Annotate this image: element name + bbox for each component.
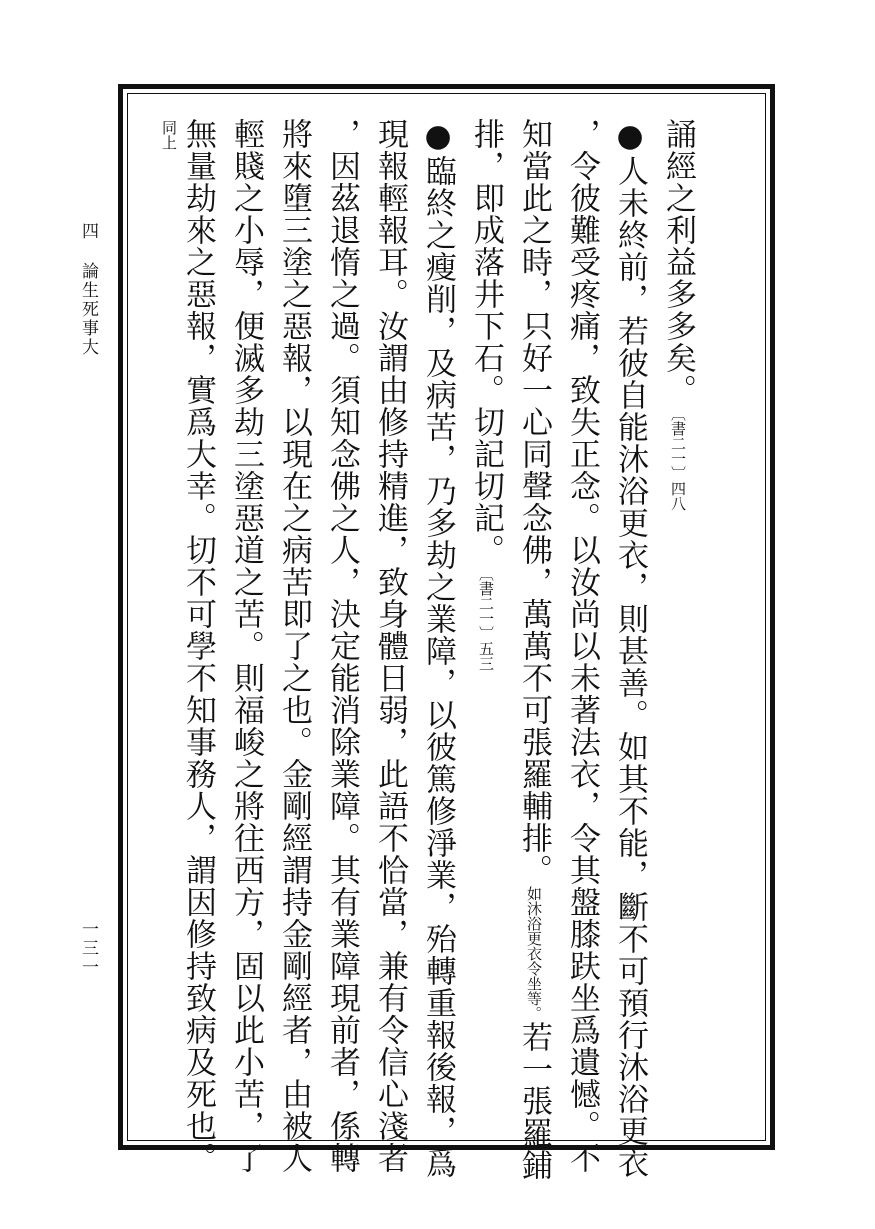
text-column-3 (564, 118, 600, 1174)
column-text: 知當此之時，只好一心同聲念佛，萬萬不可張羅輔排。 (516, 118, 552, 886)
page-number: 一三一 (78, 920, 98, 977)
text-column-11 (180, 118, 216, 1174)
column-text: ，因茲退惰之過。須知念佛之人，決定能消除業障。其有業障現前者，係轉 (324, 118, 360, 1174)
column-text: ●臨終之瘦削，及病苦，乃多劫之業障，以彼篤修淨業，殆轉重報後報，爲 (420, 118, 456, 1179)
text-column-10 (228, 118, 264, 1174)
text-column-8 (324, 118, 360, 1174)
annotation-note-line2: 令坐等。 (525, 961, 543, 1021)
column-text: ●人未終前，若彼自能沐浴更衣，則甚善。如其不能，斷不可預行沐浴更衣 (612, 118, 648, 1179)
text-column-7 (372, 118, 408, 1174)
text-column-6 (420, 118, 456, 1179)
text-column-2 (612, 118, 648, 1179)
column-text: ，令彼難受疼痛，致失正念。以汝尚以未著法衣，令其盤膝趺坐爲遺憾。不 (564, 118, 600, 1174)
section-title: 論生死事大 (78, 262, 98, 357)
column-tail: 若一張羅鋪 (516, 1021, 552, 1181)
citation-note: 〔書二一〕五三 (477, 566, 495, 671)
text-column-5 (468, 118, 504, 671)
column-text: 誦經之利益多多矣。 (660, 118, 696, 406)
text-column-1 (660, 118, 696, 511)
column-text: 無量劫來之惡報，實爲大幸。切不可學不知事務人，謂因修持致病及死也。 (180, 118, 216, 1174)
annotation-note-line1: 如沐浴更衣 (525, 886, 543, 961)
text-column-9 (276, 118, 312, 1174)
source-note: 同上 (160, 120, 178, 150)
column-text: 將來墮三塗之惡報，以現在之病苦即了之也。金剛經謂持金剛經者，由被人 (276, 118, 312, 1174)
section-number: 四 (78, 222, 98, 239)
column-text: 輕賤之小辱，便滅多劫三塗惡道之苦。則福峻之將往西方，固以此小苦，了 (228, 118, 264, 1174)
text-column-4 (516, 118, 552, 1181)
column-text: 排，即成落井下石。切記切記。 (468, 118, 504, 566)
citation-note: 〔書二一〕四八 (669, 406, 687, 511)
column-text: 現報輕報耳。汝謂由修持精進，致身體日弱，此語不恰當，兼有令信心淺者 (372, 118, 408, 1174)
